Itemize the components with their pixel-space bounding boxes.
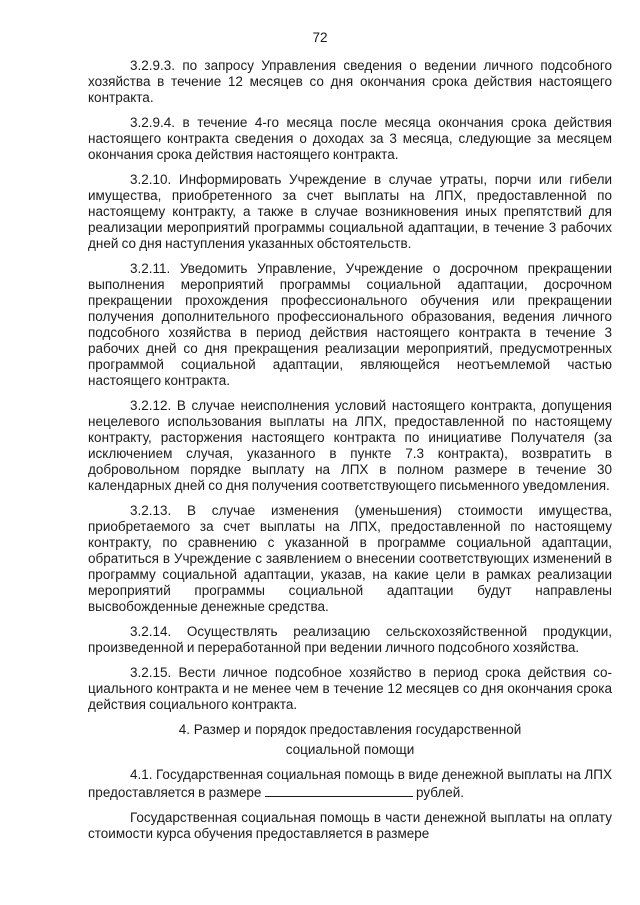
section-heading-line2: социальной помощи <box>285 742 415 757</box>
section-heading-line1: 4. Размер и порядок предоставления государственной <box>178 722 522 737</box>
section-heading <box>88 722 612 758</box>
page-number: 72 <box>312 30 328 45</box>
paragraph-3-2-9-3: 3.2.9.3. по запросу Управления сведения о ведении личного подсобного хозяйства в течение 12 месяцев со дня окончания срока действия настоящего контракта. <box>88 58 612 105</box>
paragraph-course-payment: Государственная социальная помощь в части денежной выплаты на оплату стоимости курса обучения предоставляется в размере <box>88 810 612 841</box>
amount-blank-line <box>265 783 413 797</box>
paragraph-4-1-text: 4.1. Государственная социальная помощь в виде денежной выплаты на ЛПХ предоставляется в размере <box>88 767 612 800</box>
paragraph-4-1 <box>88 767 612 801</box>
paragraph-3-2-13: 3.2.13. В случае изменения (уменьшения) стоимости имущества, приобретаемого за счет выплаты на ЛПХ, предоставленной по настоящему контракту, по сравнению с указанной в программе социальной адаптации, обратиться в Учреждение с заявлением о внесении соответствующих изменений в программу социальной адаптации, указав, на какие цели в рамках реализации мероприятий программы социальной адаптации будут направлены высвобожденные денежные средства. <box>88 503 612 614</box>
paragraph-3-2-11: 3.2.11. Уведомить Управление, Учреждение о досрочном прекращении выполнения мероприятий программы социальной адаптации, досрочном прекращении прохождения профессионального обучения или прекращении получения дополнительного профессионального образования, ведения личного подсобного хозяйства в период действия настоящего контракта в течение 3 рабочих дней со дня прекращения реализации мероприятий, предусмотренных программой социальной адаптации, являющейся неотъемлемой частью настоящего контракта. <box>88 261 612 388</box>
paragraph-3-2-15: 3.2.15. Вести личное подсобное хозяйство в период срока действия со-циального контракта и не менее чем в течение 12 месяцев со дня окончания срока действия социального контракта. <box>88 665 612 712</box>
paragraph-4-1-unit: рублей. <box>415 785 465 800</box>
paragraph-3-2-14: 3.2.14. Осуществлять реализацию сельскохозяйственной продукции, произведенной и переработанной при ведении личного подсобного хозяйства. <box>88 624 612 655</box>
paragraph-3-2-9-4: 3.2.9.4. в течение 4-го месяца после месяца окончания срока действия настоящего контракта сведения о доходах за 3 месяца, следующие за месяцем окончания срока действия настоящего контракта. <box>88 115 612 162</box>
paragraph-3-2-10: 3.2.10. Информировать Учреждение в случае утраты, порчи или гибели имущества, приобретенного за счет выплаты на ЛПХ, предоставленной по настоящему контракту, а также в случае возникновения иных препятствий для реализации мероприятий программы социальной адаптации, в течение 3 рабочих дней со дня наступления указанных обстоятельств. <box>88 172 612 251</box>
paragraph-3-2-12: 3.2.12. В случае неисполнения условий настоящего контракта, допущения нецелевого использования выплаты на ЛПХ, предоставленной по настоящему контракту, расторжения настоящего контракта по инициативе Получателя (за исключением случая, указанного в пункте 7.3 контракта), возвратить в добровольном порядке выплату на ЛПХ в полном размере в течение 30 календарных дней со дня получения соответствующего письменного уведомления. <box>88 398 612 493</box>
document-body <box>88 58 612 851</box>
